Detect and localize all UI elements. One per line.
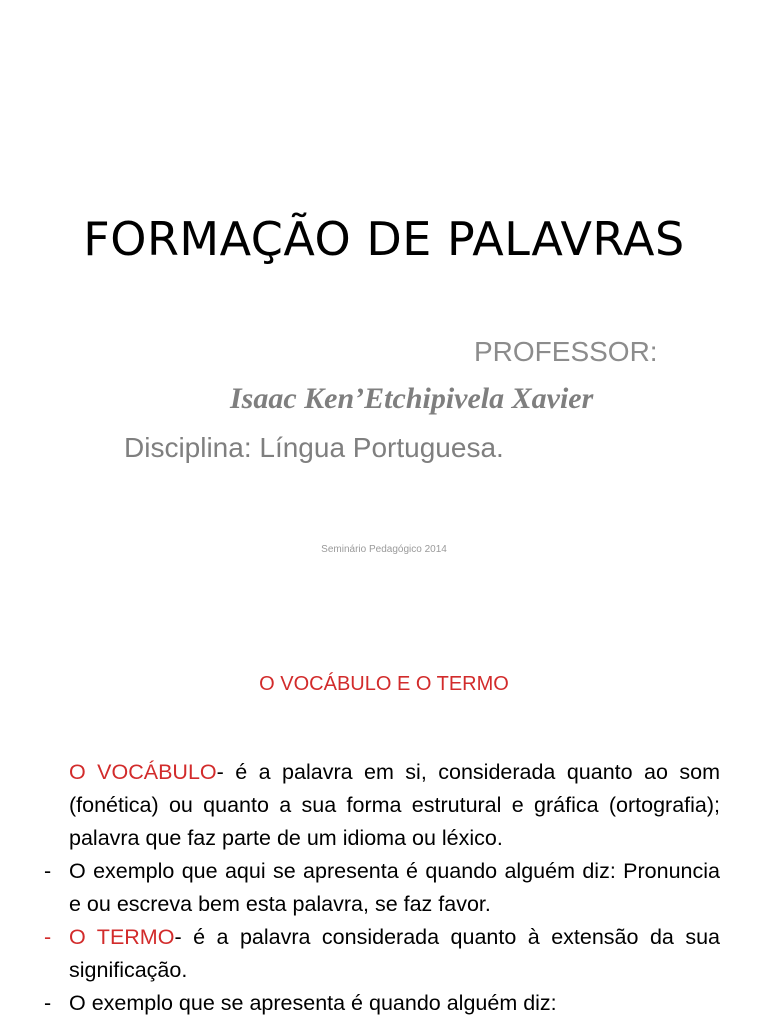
paragraph-vocabulo — [40, 756, 720, 855]
body-text — [40, 756, 720, 1020]
bullet-dash: - — [44, 859, 52, 883]
term-vocabulo: O VOCÁBULO — [69, 760, 217, 784]
paragraph-termo — [40, 921, 720, 987]
bullet-dash: - — [44, 991, 52, 1015]
example-1-text: O exemplo que aqui se apresenta é quando alguém diz: Pronuncia e ou escreva bem esta palavra, se faz favor. — [69, 859, 720, 916]
seminar-footer: Seminário Pedagógico 2014 — [321, 544, 447, 555]
example-2-text: O exemplo que se apresenta é quando alguém diz: — [69, 991, 557, 1015]
author-name: Isaac Ken’Etchipivela Xavier — [230, 382, 594, 415]
bullet-dash-red: - — [44, 925, 52, 949]
term-termo: O TERMO — [69, 925, 175, 949]
definition-vocabulo: - é a palavra em si, considerada quanto ao som (fonética) ou quanto a sua forma estrutural e gráfica (ortografia); palavra que faz parte de um idioma ou léxico. — [69, 760, 720, 850]
discipline-label: Disciplina: Língua Portuguesa. — [124, 432, 504, 463]
paragraph-example-2 — [40, 987, 720, 1020]
section-heading: O VOCÁBULO E O TERMO — [259, 673, 509, 695]
page-title: FORMAÇÃO DE PALAVRAS — [83, 212, 685, 266]
definition-termo: - é a palavra considerada quanto à extensão da sua significação. — [69, 925, 720, 982]
professor-label: PROFESSOR: — [474, 336, 658, 367]
paragraph-example-1 — [40, 855, 720, 921]
